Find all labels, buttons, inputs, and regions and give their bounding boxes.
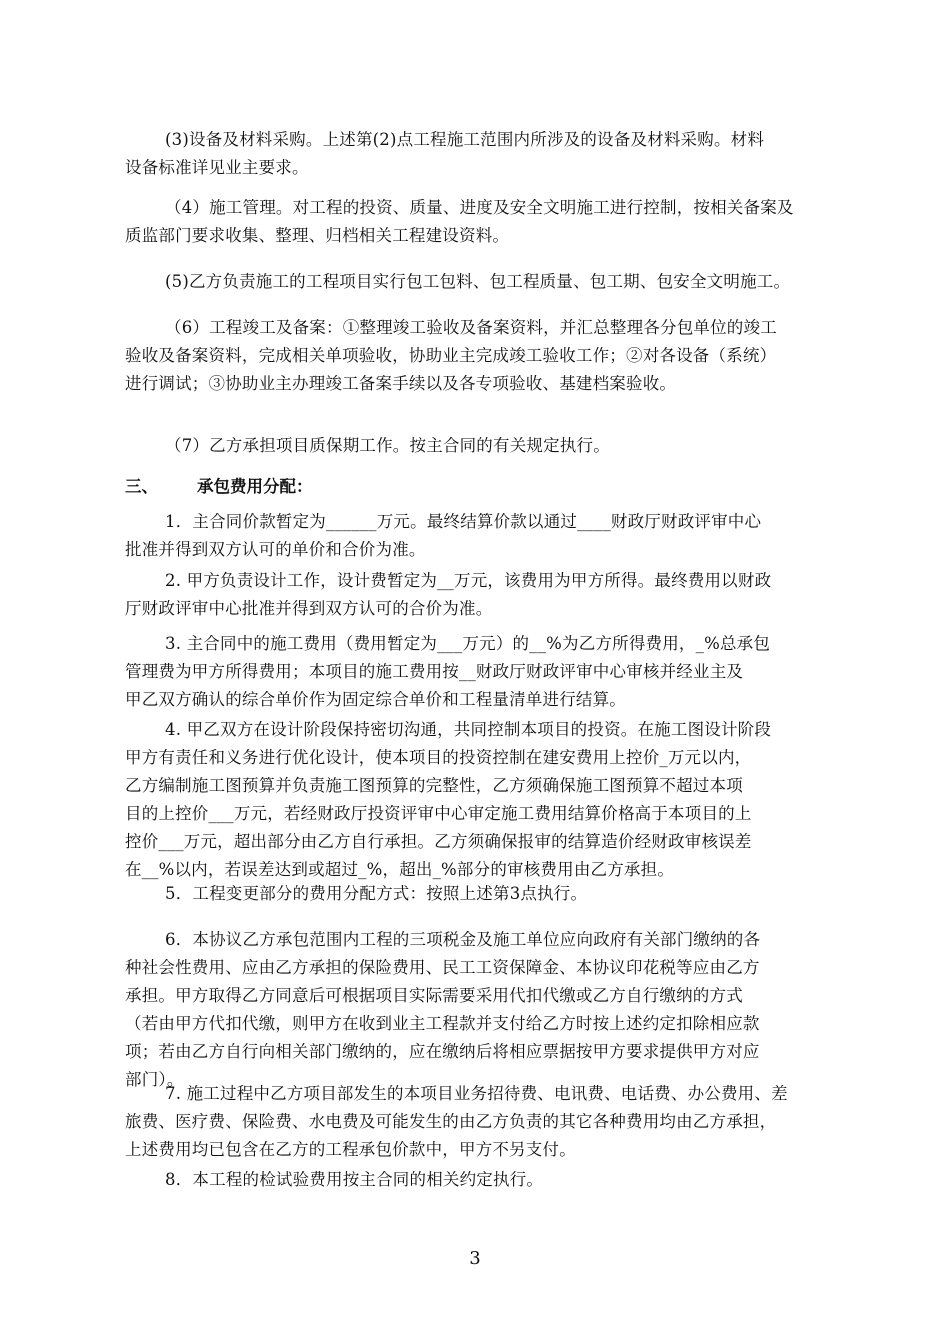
section-title: 承包费用分配： bbox=[197, 477, 313, 496]
item-2 bbox=[125, 567, 860, 623]
paragraph-line: 质监部门要求收集、整理、归档相关工程建设资料。 bbox=[125, 226, 510, 245]
paragraph-line: 甲乙双方确认的综合单价作为固定综合单价和工程量清单进行结算。 bbox=[125, 690, 626, 709]
item-6 bbox=[125, 926, 860, 1094]
paragraph-line: 7. 施工过程中乙方项目部发生的本项目业务招待费、电讯费、电话费、办公费用、差 bbox=[165, 1084, 788, 1103]
paragraph-line: 承担。甲方取得乙方同意后可根据项目实际需要采用代扣代缴或乙方自行缴纳的方式 bbox=[125, 986, 743, 1005]
paragraph-line: 项；若由乙方自行向相关部门缴纳的，应在缴纳后将相应票据按甲方要求提供甲方对应 bbox=[125, 1042, 760, 1061]
paragraph-line: 8．本工程的检试验费用按主合同的相关约定执行。 bbox=[165, 1170, 544, 1189]
paragraph-line: 旅费、医疗费、保险费、水电费及可能发生的由乙方负责的其它各种费用均由乙方承担， bbox=[125, 1112, 777, 1131]
paragraph-line: 验收及备案资料，完成相关单项验收，协助业主完成竣工验收工作；②对各设备（系统） bbox=[125, 346, 777, 365]
paragraph-line: 2. 甲方负责设计工作，设计费暂定为__万元，该费用为甲方所得。最终费用以财政 bbox=[165, 571, 772, 590]
paragraph-6 bbox=[125, 314, 860, 398]
paragraph-line: 厅财政评审中心批准并得到双方认可的合价为准。 bbox=[125, 599, 493, 618]
item-3 bbox=[125, 630, 860, 714]
item-4 bbox=[125, 716, 860, 884]
paragraph-line: （7）乙方承担项目质保期工作。按主合同的有关规定执行。 bbox=[165, 436, 610, 455]
paragraph-line: 在__%以内，若误差达到或超过_%，超出_%部分的审核费用由乙方承担。 bbox=[125, 860, 675, 879]
paragraph-line: 批准并得到双方认可的单价和合价为准。 bbox=[125, 540, 426, 559]
paragraph-line: 种社会性费用、应由乙方承担的保险费用、民工工资保障金、本协议印花税等应由乙方 bbox=[125, 958, 760, 977]
paragraph-7 bbox=[125, 432, 860, 460]
paragraph-5 bbox=[125, 268, 860, 296]
item-1 bbox=[125, 508, 860, 564]
paragraph-line: （6）工程竣工及备案：①整理竣工验收及备案资料，并汇总整理各分包单位的竣工 bbox=[165, 318, 777, 337]
paragraph-line: 设备标准详见业主要求。 bbox=[125, 158, 309, 177]
paragraph-line: 5．工程变更部分的费用分配方式：按照上述第3点执行。 bbox=[165, 884, 588, 903]
paragraph-line: 上述费用均已包含在乙方的工程承包价款中，甲方不另支付。 bbox=[125, 1140, 576, 1159]
paragraph-line: 1．主合同价款暂定为______万元。最终结算价款以通过____财政厅财政评审中心 bbox=[165, 512, 762, 531]
paragraph-3 bbox=[125, 126, 860, 182]
section-heading bbox=[125, 473, 313, 501]
item-5 bbox=[125, 880, 860, 908]
paragraph-4 bbox=[125, 194, 860, 250]
paragraph-line: 进行调试；③协助业主办理竣工备案手续以及各专项验收、基建档案验收。 bbox=[125, 374, 677, 393]
section-number: 三、 bbox=[125, 477, 158, 496]
item-7 bbox=[125, 1080, 860, 1164]
paragraph-line: 控价___万元，超出部分由乙方自行承担。乙方须确保报审的结算造价经财政审核误差 bbox=[125, 832, 752, 851]
item-8 bbox=[125, 1166, 860, 1194]
paragraph-line: 部门）。 bbox=[125, 1070, 184, 1089]
paragraph-line: 管理费为甲方所得费用；本项目的施工费用按__财政厅财政评审中心审核并经业主及 bbox=[125, 662, 744, 681]
paragraph-line: 甲方有责任和义务进行优化设计，使本项目的投资控制在建安费用上控价_万元以内， bbox=[125, 748, 752, 767]
paragraph-line: 3. 主合同中的施工费用（费用暂定为___万元）的__%为乙方所得费用，_%总承包 bbox=[165, 634, 771, 653]
page-number: 3 bbox=[469, 1248, 481, 1269]
paragraph-line: 4. 甲乙双方在设计阶段保持密切沟通，共同控制本项目的投资。在施工图设计阶段 bbox=[165, 720, 772, 739]
paragraph-line: （若由甲方代扣代缴，则甲方在收到业主工程款并支付给乙方时按上述约定扣除相应款 bbox=[125, 1014, 760, 1033]
paragraph-line: 乙方编制施工图预算并负责施工图预算的完整性，乙方须确保施工图预算不超过本项 bbox=[125, 776, 743, 795]
paragraph-line: 目的上控价___万元，若经财政厅投资评审中心审定施工费用结算价格高于本项目的上 bbox=[125, 804, 752, 823]
paragraph-line: 6．本协议乙方承包范围内工程的三项税金及施工单位应向政府有关部门缴纳的各 bbox=[165, 930, 761, 949]
paragraph-line: （4）施工管理。对工程的投资、质量、进度及安全文明施工进行控制，按相关备案及 bbox=[165, 198, 794, 217]
paragraph-line: (5)乙方负责施工的工程项目实行包工包料、包工程质量、包工期、包安全文明施工。 bbox=[165, 272, 791, 291]
paragraph-line: (3)设备及材料采购。上述第(2)点工程施工范围内所涉及的设备及材料采购。材料 bbox=[165, 130, 765, 149]
